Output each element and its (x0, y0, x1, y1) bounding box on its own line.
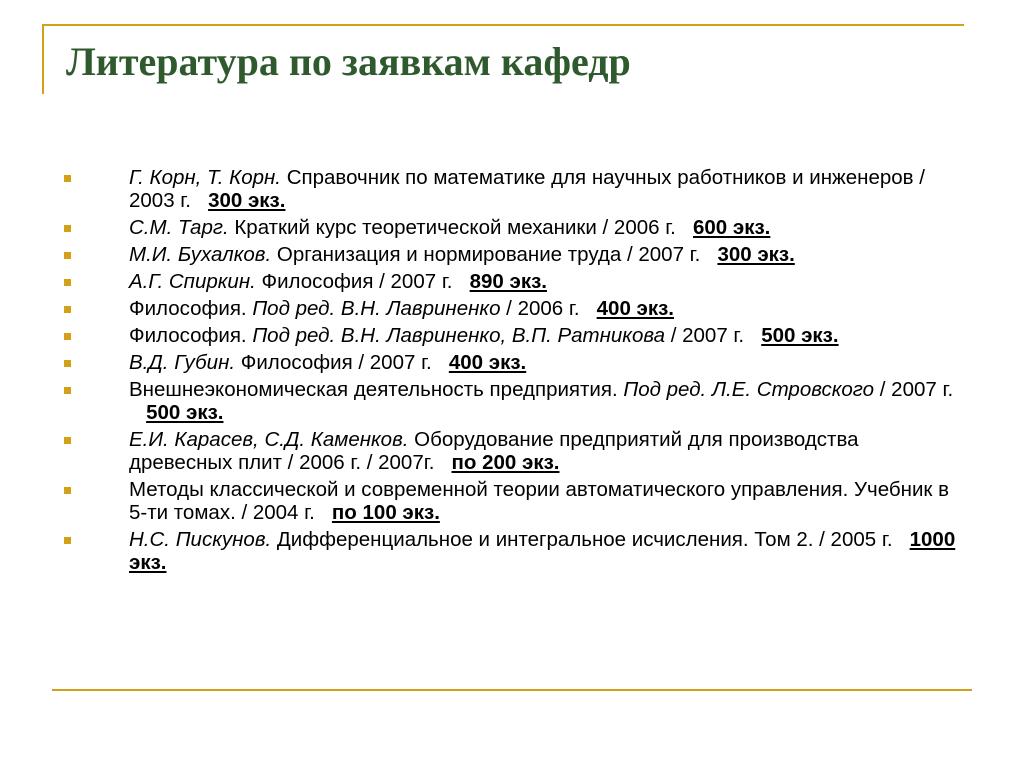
list-item (64, 528, 964, 574)
item-spacer (744, 324, 761, 347)
item-author: Н.С. Пискунов. (129, 528, 272, 551)
list-item (64, 478, 964, 524)
square-bullet-icon (64, 279, 71, 286)
item-text: Методы классической и современной теории автоматического управления. Учебник в 5-ти томах. / 2004 г. (129, 478, 949, 524)
list-item (64, 216, 964, 239)
left-divider-line (42, 24, 44, 94)
item-text: Дифференциальное и интегральное исчисления. Том 2. / 2005 г. (271, 528, 893, 551)
item-spacer (129, 401, 146, 424)
item-text: / 2006 г. (500, 297, 580, 320)
item-spacer (580, 297, 597, 320)
item-text: / 2007 г. (874, 378, 954, 401)
item-author: Е.И. Карасев, С.Д. Каменков. (129, 428, 409, 451)
item-quantity: по 100 экз. (331, 501, 440, 524)
item-text: / 2007 г. (665, 324, 745, 347)
item-quantity: по 200 экз. (451, 451, 560, 474)
item-author: Под ред. В.Н. Лавриненко (252, 297, 501, 320)
item-text: Оборудование предприятий для производства древесных плит / 2006 г. / 2007г. (129, 428, 859, 474)
list-item (64, 351, 964, 374)
item-quantity: 300 экз. (717, 243, 795, 266)
list-item (64, 270, 964, 293)
item-author: А.Г. Спиркин. (129, 270, 256, 293)
item-author: Под ред. Л.Е. Стровского (623, 378, 875, 401)
item-quantity: 890 экз. (469, 270, 547, 293)
item-quantity: 400 экз. (448, 351, 527, 374)
item-spacer (676, 216, 693, 239)
item-author: М.И. Бухалков. (129, 243, 272, 266)
square-bullet-icon (64, 333, 71, 340)
slide-title: Литература по заявкам кафедр (66, 39, 631, 84)
bottom-divider-line (52, 689, 972, 691)
item-author: Под ред. В.Н. Лавриненко, В.П. Ратникова (252, 324, 666, 347)
square-bullet-icon (64, 175, 71, 182)
item-quantity: 500 экз. (146, 401, 224, 424)
square-bullet-icon (64, 360, 71, 367)
list-item (64, 243, 964, 266)
item-author: С.М. Тарг. (129, 216, 229, 239)
item-spacer (315, 501, 332, 524)
item-text: Краткий курс теоретической механики / 2006 г. (228, 216, 676, 239)
item-spacer (453, 270, 470, 293)
item-quantity: 400 экз. (596, 297, 675, 320)
item-quantity: 1000 экз. (129, 528, 956, 574)
item-text: Внешнеэкономическая деятельность предприятия. (129, 378, 624, 401)
square-bullet-icon (64, 487, 71, 494)
square-bullet-icon (64, 437, 71, 444)
list-item (64, 378, 964, 424)
square-bullet-icon (64, 252, 71, 259)
square-bullet-icon (64, 387, 71, 394)
item-text: Философия / 2007 г. (255, 270, 453, 293)
item-spacer (893, 528, 910, 551)
item-spacer (700, 243, 717, 266)
item-text: Философия / 2007 г. (235, 351, 432, 374)
item-spacer (432, 351, 449, 374)
list-item (64, 297, 964, 320)
item-text: Философия. (129, 324, 253, 347)
top-divider-line (42, 24, 964, 26)
square-bullet-icon (64, 225, 71, 232)
item-author: В.Д. Губин. (129, 351, 236, 374)
list-item (64, 166, 964, 212)
item-quantity: 600 экз. (692, 216, 771, 239)
literature-list (64, 166, 964, 578)
list-item (64, 428, 964, 474)
square-bullet-icon (64, 306, 71, 313)
list-item (64, 324, 964, 347)
item-text: Справочник по математике для научных работников и инженеров / 2003 г. (129, 166, 925, 212)
item-quantity: 500 экз. (761, 324, 839, 347)
item-text: Философия. (129, 297, 253, 320)
item-spacer (191, 189, 208, 212)
item-text: Организация и нормирование труда / 2007 г. (271, 243, 701, 266)
item-spacer (434, 451, 451, 474)
item-quantity: 300 экз. (208, 189, 286, 212)
item-author: Г. Корн, Т. Корн. (129, 166, 281, 189)
square-bullet-icon (64, 537, 71, 544)
